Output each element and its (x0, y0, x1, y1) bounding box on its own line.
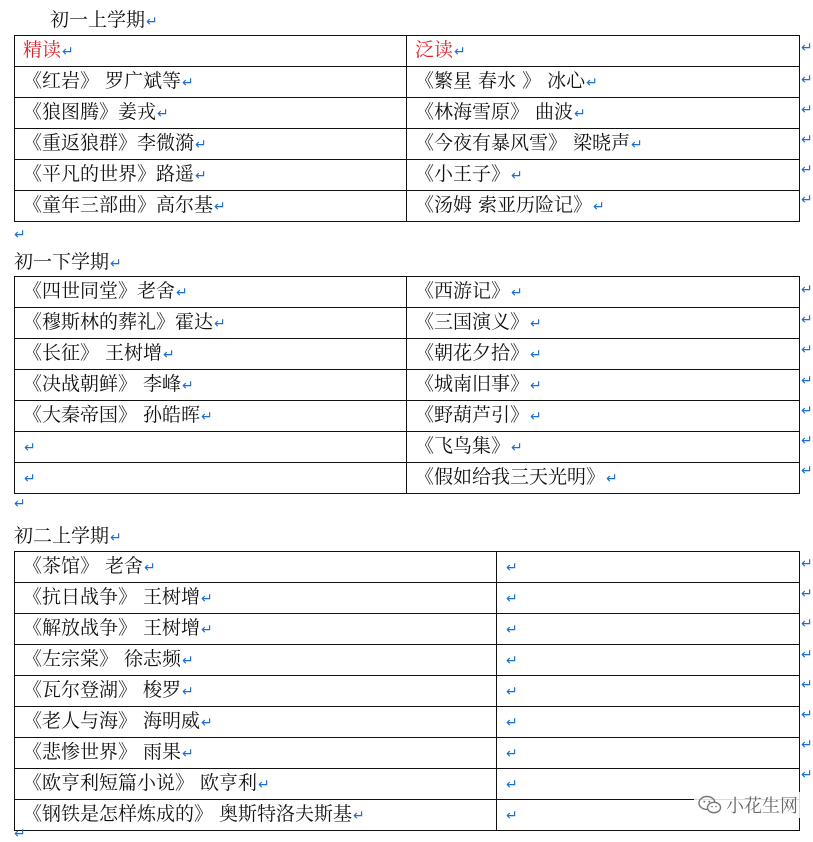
paragraph-mark-icon: ↵ (586, 75, 598, 91)
row-end-mark-icon: ↵ (801, 312, 813, 328)
paragraph-mark-icon: ↵ (506, 777, 518, 793)
row-end-mark-icon: ↵ (801, 342, 813, 358)
book-cell: 《红岩》 罗广斌等↵ (15, 67, 407, 98)
book-cell: 《抗日战争》 王树增↵ (15, 583, 497, 614)
book-cell: 《城南旧事》↵ (407, 370, 800, 401)
table-row (15, 800, 800, 831)
header-cell: 泛读↵ (407, 36, 800, 67)
table-row (15, 401, 800, 432)
paragraph-mark-icon: ↵ (110, 530, 122, 546)
table-row (15, 129, 800, 160)
table-row (15, 707, 800, 738)
paragraph-mark-icon: ↵ (511, 440, 523, 456)
paragraph-mark-icon: ↵ (258, 777, 270, 793)
header-cell: 精读↵ (15, 36, 407, 67)
book-cell: 《三国演义》↵ (407, 308, 800, 339)
book-cell: 《重返狼群》李微漪↵ (15, 129, 407, 160)
book-cell: 《穆斯林的葬礼》霍达↵ (15, 308, 407, 339)
section-title: 初一下学期↵ (14, 251, 122, 273)
paragraph-mark-icon: ↵ (201, 715, 213, 731)
row-end-mark-icon: ↵ (801, 403, 813, 419)
paragraph-mark-icon: ↵ (201, 409, 213, 425)
book-cell: 《钢铁是怎样炼成的》 奥斯特洛夫斯基↵ (15, 800, 497, 831)
table-row (15, 98, 800, 129)
row-end-mark-icon: ↵ (801, 40, 813, 56)
book-cell: 《瓦尔登湖》 梭罗↵ (15, 676, 497, 707)
row-end-mark-icon: ↵ (801, 586, 813, 602)
reading-table (14, 35, 800, 222)
table-row (15, 552, 800, 583)
paragraph-mark-icon: ↵ (506, 591, 518, 607)
paragraph-mark-icon: ↵ (157, 106, 169, 122)
paragraph-mark-icon: ↵ (14, 496, 26, 512)
table-row (15, 769, 800, 800)
paragraph-mark-icon: ↵ (506, 622, 518, 638)
section-title: 初二上学期↵ (14, 525, 122, 547)
paragraph-mark-icon: ↵ (454, 44, 466, 60)
paragraph-mark-icon: ↵ (182, 653, 194, 669)
reading-table (14, 551, 800, 831)
table-row (15, 160, 800, 191)
book-cell: 《四世同堂》老舍↵ (15, 277, 407, 308)
paragraph-mark-icon: ↵ (14, 826, 26, 842)
row-end-mark-icon: ↵ (801, 556, 813, 572)
paragraph-mark-icon: ↵ (530, 316, 542, 332)
table-row (15, 432, 800, 463)
book-cell: 《平凡的世界》路遥↵ (15, 160, 407, 191)
paragraph-mark-icon: ↵ (182, 75, 194, 91)
table-header-row (15, 36, 800, 67)
row-end-mark-icon: ↵ (801, 707, 813, 723)
watermark (694, 792, 802, 818)
book-cell: 《朝花夕拾》↵ (407, 339, 800, 370)
book-cell (15, 432, 407, 463)
paragraph-mark-icon: ↵ (110, 256, 122, 272)
empty-cell (497, 676, 800, 707)
wechat-icon (698, 795, 722, 815)
watermark-text: 小花生网 (726, 796, 798, 817)
book-cell: 《决战朝鲜》 李峰↵ (15, 370, 407, 401)
row-end-mark-icon: ↵ (801, 433, 813, 449)
paragraph-mark-icon: ↵ (506, 746, 518, 762)
paragraph-mark-icon: ↵ (214, 316, 226, 332)
paragraph-mark-icon: ↵ (146, 14, 158, 30)
table-row (15, 67, 800, 98)
table-row (15, 738, 800, 769)
table-row (15, 308, 800, 339)
book-cell: 《童年三部曲》高尔基↵ (15, 191, 407, 222)
row-end-mark-icon: ↵ (801, 72, 813, 88)
paragraph-mark-icon: ↵ (506, 653, 518, 669)
paragraph-mark-icon: ↵ (574, 106, 586, 122)
row-end-mark-icon: ↵ (801, 767, 813, 783)
book-cell: 《悲惨世界》 雨果↵ (15, 738, 497, 769)
row-end-mark-icon: ↵ (801, 616, 813, 632)
book-cell: 《茶馆》 老舍↵ (15, 552, 497, 583)
empty-cell (497, 645, 800, 676)
book-cell: 《解放战争》 王树增↵ (15, 614, 497, 645)
book-cell: 《飞鸟集》↵ (407, 432, 800, 463)
row-end-mark-icon: ↵ (801, 102, 813, 118)
book-cell: 《林海雪原》 曲波↵ (407, 98, 800, 129)
book-cell: 《今夜有暴风雪》 梁晓声↵ (407, 129, 800, 160)
book-cell: 《繁星 春水 》 冰心↵ (407, 67, 800, 98)
paragraph-mark-icon: ↵ (195, 137, 207, 153)
table-row (15, 645, 800, 676)
empty-cell (497, 738, 800, 769)
book-cell: 《左宗棠》 徐志频↵ (15, 645, 497, 676)
paragraph-mark-icon: ↵ (511, 285, 523, 301)
section-title: 初一上学期↵ (50, 9, 158, 31)
paragraph-mark-icon: ↵ (24, 471, 36, 487)
paragraph-mark-icon: ↵ (182, 684, 194, 700)
row-end-mark-icon: ↵ (801, 677, 813, 693)
table-row (15, 277, 800, 308)
row-end-mark-icon: ↵ (801, 647, 813, 663)
paragraph-mark-icon: ↵ (530, 347, 542, 363)
paragraph-mark-icon: ↵ (530, 378, 542, 394)
paragraph-mark-icon: ↵ (182, 746, 194, 762)
paragraph-mark-icon: ↵ (530, 409, 542, 425)
paragraph-mark-icon: ↵ (506, 684, 518, 700)
book-cell (15, 463, 407, 494)
table-row (15, 614, 800, 645)
book-cell: 《欧亨利短篇小说》 欧亨利↵ (15, 769, 497, 800)
book-cell: 《汤姆 索亚历险记》↵ (407, 191, 800, 222)
empty-cell (497, 707, 800, 738)
paragraph-mark-icon: ↵ (201, 591, 213, 607)
empty-cell (497, 583, 800, 614)
book-cell: 《老人与海》 海明威↵ (15, 707, 497, 738)
paragraph-mark-icon: ↵ (506, 808, 518, 824)
paragraph-mark-icon: ↵ (24, 440, 36, 456)
table-row (15, 339, 800, 370)
paragraph-mark-icon: ↵ (511, 168, 523, 184)
paragraph-mark-icon: ↵ (14, 227, 26, 243)
table-row (15, 191, 800, 222)
paragraph-mark-icon: ↵ (144, 560, 156, 576)
empty-cell (497, 552, 800, 583)
book-cell: 《西游记》↵ (407, 277, 800, 308)
row-end-mark-icon: ↵ (801, 463, 813, 479)
table-row (15, 676, 800, 707)
reading-table (14, 276, 800, 494)
book-cell: 《长征》 王树增↵ (15, 339, 407, 370)
paragraph-mark-icon: ↵ (353, 808, 365, 824)
paragraph-mark-icon: ↵ (163, 347, 175, 363)
book-cell: 《小王子》↵ (407, 160, 800, 191)
book-cell: 《狼图腾》姜戎↵ (15, 98, 407, 129)
book-cell: 《野葫芦引》↵ (407, 401, 800, 432)
paragraph-mark-icon: ↵ (506, 715, 518, 731)
table-row (15, 463, 800, 494)
paragraph-mark-icon: ↵ (195, 168, 207, 184)
paragraph-mark-icon: ↵ (631, 137, 643, 153)
empty-cell (497, 614, 800, 645)
row-end-mark-icon: ↵ (801, 192, 813, 208)
row-end-mark-icon: ↵ (801, 282, 813, 298)
paragraph-mark-icon: ↵ (506, 560, 518, 576)
table-row (15, 370, 800, 401)
row-end-mark-icon: ↵ (801, 373, 813, 389)
table-row (15, 583, 800, 614)
row-end-mark-icon: ↵ (801, 162, 813, 178)
paragraph-mark-icon: ↵ (182, 378, 194, 394)
row-end-mark-icon: ↵ (801, 737, 813, 753)
paragraph-mark-icon: ↵ (214, 199, 226, 215)
book-cell: 《假如给我三天光明》↵ (407, 463, 800, 494)
row-end-mark-icon: ↵ (801, 132, 813, 148)
paragraph-mark-icon: ↵ (606, 471, 618, 487)
paragraph-mark-icon: ↵ (593, 199, 605, 215)
book-cell: 《大秦帝国》 孙皓晖↵ (15, 401, 407, 432)
paragraph-mark-icon: ↵ (62, 44, 74, 60)
paragraph-mark-icon: ↵ (176, 285, 188, 301)
paragraph-mark-icon: ↵ (201, 622, 213, 638)
